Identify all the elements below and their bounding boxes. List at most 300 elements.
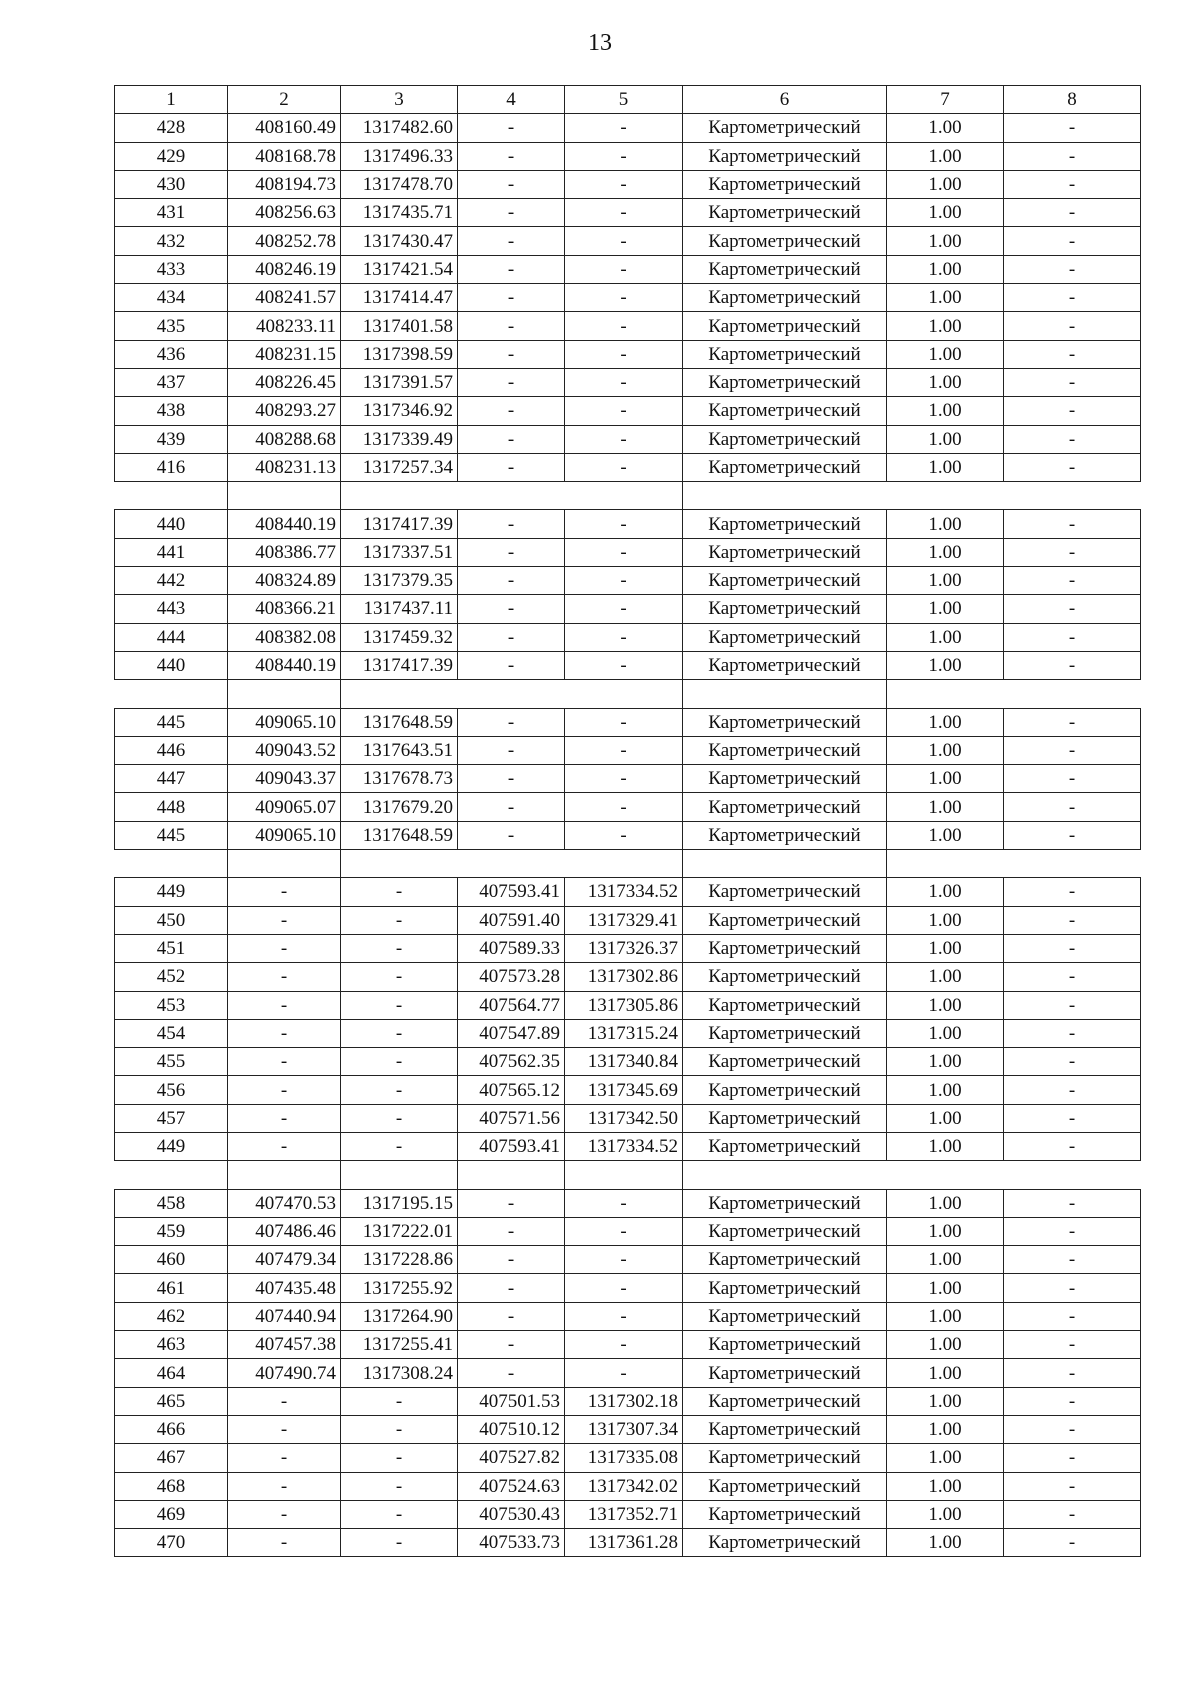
- table-cell: 1317339.49: [341, 425, 458, 453]
- table-cell: 407501.53: [458, 1387, 565, 1415]
- table-cell: -: [458, 1302, 565, 1330]
- table-cell: 430: [115, 170, 228, 198]
- table-cell: 1.00: [887, 1019, 1004, 1047]
- table-cell: 1317326.37: [565, 934, 683, 962]
- table-cell: 408241.57: [228, 284, 341, 312]
- table-cell: 1317329.41: [565, 906, 683, 934]
- table-header: [115, 86, 1141, 114]
- table-cell: 1317401.58: [341, 312, 458, 340]
- table-cell: 1.00: [887, 1331, 1004, 1359]
- table-cell: 1.00: [887, 312, 1004, 340]
- table-cell: -: [1004, 595, 1141, 623]
- table-cell: -: [565, 567, 683, 595]
- table-cell: -: [1004, 227, 1141, 255]
- table-cell: 1317648.59: [341, 821, 458, 849]
- table-cell: 1.00: [887, 1387, 1004, 1415]
- table-cell: -: [228, 1076, 341, 1104]
- separator-cell: [115, 1161, 228, 1189]
- separator-cell: [565, 482, 683, 510]
- table-cell: 443: [115, 595, 228, 623]
- table-row: [115, 1217, 1141, 1245]
- table-cell: 458: [115, 1189, 228, 1217]
- table-cell: -: [565, 312, 683, 340]
- table-cell: -: [1004, 1331, 1141, 1359]
- separator-cell: [228, 482, 341, 510]
- table-cell: -: [341, 1076, 458, 1104]
- table-row: [115, 1415, 1141, 1443]
- table-cell: -: [1004, 1359, 1141, 1387]
- table-cell: 409043.37: [228, 765, 341, 793]
- table-cell: -: [1004, 340, 1141, 368]
- table-cell: 1317255.41: [341, 1331, 458, 1359]
- separator-cell: [565, 850, 683, 878]
- table-cell: -: [1004, 736, 1141, 764]
- table-cell: -: [1004, 1274, 1141, 1302]
- table-cell: -: [458, 651, 565, 679]
- table-cell: -: [565, 1246, 683, 1274]
- table-cell: 465: [115, 1387, 228, 1415]
- table-cell: 1.00: [887, 708, 1004, 736]
- table-cell: 416: [115, 453, 228, 481]
- table-cell: -: [565, 651, 683, 679]
- separator-cell: [1004, 680, 1141, 708]
- table-cell: 1.00: [887, 538, 1004, 566]
- separator-cell: [887, 1161, 1004, 1189]
- table-cell: -: [228, 878, 341, 906]
- table-cell: Картометрический: [683, 934, 887, 962]
- table-cell: -: [341, 934, 458, 962]
- separator-cell: [683, 1161, 887, 1189]
- separator-cell: [115, 482, 228, 510]
- table-cell: 1317417.39: [341, 510, 458, 538]
- table-cell: Картометрический: [683, 1331, 887, 1359]
- table-cell: 407435.48: [228, 1274, 341, 1302]
- table-cell: 408160.49: [228, 114, 341, 142]
- table-cell: -: [228, 934, 341, 962]
- table-cell: -: [1004, 1415, 1141, 1443]
- table-row: [115, 567, 1141, 595]
- table-cell: -: [228, 906, 341, 934]
- table-cell: 407440.94: [228, 1302, 341, 1330]
- table-row: [115, 651, 1141, 679]
- table-row: [115, 1529, 1141, 1557]
- table-cell: -: [458, 1359, 565, 1387]
- table-cell: -: [458, 397, 565, 425]
- table-cell: -: [1004, 1019, 1141, 1047]
- table-cell: 408231.13: [228, 453, 341, 481]
- table-cell: 434: [115, 284, 228, 312]
- table-cell: -: [228, 1387, 341, 1415]
- table-cell: 454: [115, 1019, 228, 1047]
- table-cell: 1.00: [887, 736, 1004, 764]
- table-cell: -: [1004, 199, 1141, 227]
- table-cell: Картометрический: [683, 255, 887, 283]
- table-cell: 433: [115, 255, 228, 283]
- table-cell: Картометрический: [683, 595, 887, 623]
- table-cell: -: [458, 1217, 565, 1245]
- separator-cell: [458, 680, 565, 708]
- table-cell: 408382.08: [228, 623, 341, 651]
- table-row: [115, 1472, 1141, 1500]
- table-cell: 1.00: [887, 1132, 1004, 1160]
- table-cell: -: [565, 453, 683, 481]
- table-cell: 1317345.69: [565, 1076, 683, 1104]
- separator-cell: [341, 850, 458, 878]
- table-cell: 451: [115, 934, 228, 962]
- table-cell: -: [341, 906, 458, 934]
- separator-cell: [1004, 1161, 1141, 1189]
- table-cell: -: [565, 821, 683, 849]
- table-cell: -: [228, 1444, 341, 1472]
- table-row: [115, 142, 1141, 170]
- table-cell: -: [228, 963, 341, 991]
- table-row: [115, 991, 1141, 1019]
- separator-cell: [341, 482, 458, 510]
- table-cell: 1.00: [887, 1048, 1004, 1076]
- table-row: [115, 1132, 1141, 1160]
- table-cell: Картометрический: [683, 1529, 887, 1557]
- table-cell: Картометрический: [683, 114, 887, 142]
- table-cell: -: [1004, 821, 1141, 849]
- table-cell: Картометрический: [683, 312, 887, 340]
- table-cell: -: [228, 1104, 341, 1132]
- table-cell: 449: [115, 1132, 228, 1160]
- table-cell: Картометрический: [683, 1359, 887, 1387]
- table-cell: -: [1004, 142, 1141, 170]
- separator-cell: [458, 482, 565, 510]
- table-cell: 1317352.71: [565, 1500, 683, 1528]
- table-cell: 452: [115, 963, 228, 991]
- column-header: 8: [1004, 86, 1141, 114]
- table-cell: 1317414.47: [341, 284, 458, 312]
- table-cell: -: [458, 708, 565, 736]
- table-cell: 408233.11: [228, 312, 341, 340]
- table-row: [115, 1500, 1141, 1528]
- table-cell: Картометрический: [683, 1217, 887, 1245]
- table-cell: Картометрический: [683, 1048, 887, 1076]
- table-cell: 437: [115, 368, 228, 396]
- table-row: [115, 963, 1141, 991]
- separator-cell: [228, 850, 341, 878]
- table-cell: 1.00: [887, 934, 1004, 962]
- table-cell: 431: [115, 199, 228, 227]
- table-cell: 1317421.54: [341, 255, 458, 283]
- table-cell: 407547.89: [458, 1019, 565, 1047]
- table-cell: -: [458, 1246, 565, 1274]
- table-cell: 440: [115, 651, 228, 679]
- table-row: [115, 623, 1141, 651]
- table-cell: 1317435.71: [341, 199, 458, 227]
- table-cell: 408231.15: [228, 340, 341, 368]
- table-cell: -: [228, 1048, 341, 1076]
- table-cell: 1317391.57: [341, 368, 458, 396]
- column-header: 7: [887, 86, 1004, 114]
- table-cell: 408168.78: [228, 142, 341, 170]
- table-row: [115, 793, 1141, 821]
- table-row: [115, 1246, 1141, 1274]
- table-row: [115, 199, 1141, 227]
- table-cell: 409065.10: [228, 708, 341, 736]
- table-cell: -: [1004, 425, 1141, 453]
- table-cell: 1317255.92: [341, 1274, 458, 1302]
- table-cell: -: [565, 284, 683, 312]
- table-cell: -: [458, 199, 565, 227]
- separator-cell: [683, 680, 887, 708]
- table-cell: 1317643.51: [341, 736, 458, 764]
- table-cell: Картометрический: [683, 397, 887, 425]
- table-cell: -: [458, 510, 565, 538]
- table-cell: Картометрический: [683, 1472, 887, 1500]
- table-cell: -: [1004, 312, 1141, 340]
- table-cell: 1.00: [887, 1189, 1004, 1217]
- table-cell: 1317346.92: [341, 397, 458, 425]
- table-cell: 1.00: [887, 595, 1004, 623]
- table-cell: 1317361.28: [565, 1529, 683, 1557]
- table-cell: -: [1004, 1246, 1141, 1274]
- table-cell: 407589.33: [458, 934, 565, 962]
- table-cell: 1.00: [887, 255, 1004, 283]
- table-row: [115, 1302, 1141, 1330]
- table-cell: Картометрический: [683, 963, 887, 991]
- table-cell: 1.00: [887, 1246, 1004, 1274]
- separator-cell: [683, 482, 887, 510]
- table-row: [115, 765, 1141, 793]
- table-cell: 1317496.33: [341, 142, 458, 170]
- table-cell: -: [341, 1415, 458, 1443]
- separator-cell: [228, 1161, 341, 1189]
- table-cell: 1317679.20: [341, 793, 458, 821]
- table-cell: -: [341, 1104, 458, 1132]
- table-row: [115, 227, 1141, 255]
- table-cell: 445: [115, 708, 228, 736]
- table-cell: -: [1004, 368, 1141, 396]
- table-cell: -: [1004, 1048, 1141, 1076]
- table-cell: Картометрический: [683, 708, 887, 736]
- table-cell: -: [1004, 765, 1141, 793]
- table-cell: -: [458, 227, 565, 255]
- table-cell: -: [341, 878, 458, 906]
- table-cell: -: [341, 1132, 458, 1160]
- table-cell: 1.00: [887, 368, 1004, 396]
- table-cell: 407593.41: [458, 878, 565, 906]
- table-cell: 448: [115, 793, 228, 821]
- table-cell: -: [228, 1132, 341, 1160]
- table-row: [115, 368, 1141, 396]
- table-cell: -: [1004, 538, 1141, 566]
- table-cell: -: [458, 736, 565, 764]
- table-cell: -: [1004, 991, 1141, 1019]
- table-cell: 407565.12: [458, 1076, 565, 1104]
- table-cell: -: [341, 963, 458, 991]
- column-header: 6: [683, 86, 887, 114]
- table-cell: 1317302.86: [565, 963, 683, 991]
- table-cell: Картометрический: [683, 1302, 887, 1330]
- table-cell: 408440.19: [228, 651, 341, 679]
- table-cell: -: [1004, 1529, 1141, 1557]
- table-cell: 1.00: [887, 340, 1004, 368]
- table-cell: -: [228, 1019, 341, 1047]
- table-cell: -: [1004, 510, 1141, 538]
- table-cell: -: [565, 510, 683, 538]
- separator-cell: [115, 680, 228, 708]
- separator-cell: [115, 850, 228, 878]
- table-cell: -: [565, 1331, 683, 1359]
- table-cell: -: [1004, 1189, 1141, 1217]
- table-cell: -: [341, 1387, 458, 1415]
- table-cell: 449: [115, 878, 228, 906]
- table-cell: 407470.53: [228, 1189, 341, 1217]
- table-cell: Картометрический: [683, 793, 887, 821]
- table-row: [115, 1387, 1141, 1415]
- table-cell: -: [1004, 170, 1141, 198]
- table-row: [115, 878, 1141, 906]
- column-header: 4: [458, 86, 565, 114]
- table-cell: -: [565, 114, 683, 142]
- table-cell: -: [1004, 1217, 1141, 1245]
- table-cell: 428: [115, 114, 228, 142]
- table-cell: -: [1004, 934, 1141, 962]
- table-cell: 432: [115, 227, 228, 255]
- table-cell: 408194.73: [228, 170, 341, 198]
- table-cell: Картометрический: [683, 1246, 887, 1274]
- table-row: [115, 510, 1141, 538]
- table-cell: 1.00: [887, 397, 1004, 425]
- table-cell: Картометрический: [683, 623, 887, 651]
- table-cell: -: [458, 595, 565, 623]
- table-cell: Картометрический: [683, 1076, 887, 1104]
- table-row: [115, 708, 1141, 736]
- table-cell: 407510.12: [458, 1415, 565, 1443]
- table-cell: Картометрический: [683, 142, 887, 170]
- table-cell: 457: [115, 1104, 228, 1132]
- table-cell: 408386.77: [228, 538, 341, 566]
- table-cell: -: [1004, 1387, 1141, 1415]
- table-cell: 1.00: [887, 1217, 1004, 1245]
- table-cell: 1.00: [887, 1359, 1004, 1387]
- table-cell: 1317379.35: [341, 567, 458, 595]
- table-cell: 464: [115, 1359, 228, 1387]
- table-cell: 1.00: [887, 425, 1004, 453]
- table-cell: 409043.52: [228, 736, 341, 764]
- table-cell: -: [458, 567, 565, 595]
- table-cell: 1.00: [887, 510, 1004, 538]
- table-cell: 1.00: [887, 1529, 1004, 1557]
- table-cell: 444: [115, 623, 228, 651]
- table-cell: -: [458, 1274, 565, 1302]
- table-cell: -: [565, 708, 683, 736]
- table-cell: -: [565, 623, 683, 651]
- coordinates-table: [114, 85, 1141, 1557]
- table-row: [115, 114, 1141, 142]
- table-cell: Картометрический: [683, 340, 887, 368]
- table-cell: Картометрический: [683, 878, 887, 906]
- table-cell: Картометрический: [683, 991, 887, 1019]
- separator-cell: [1004, 850, 1141, 878]
- table-cell: 407533.73: [458, 1529, 565, 1557]
- table-cell: 1.00: [887, 227, 1004, 255]
- group-separator-row: [115, 850, 1141, 878]
- table-cell: -: [1004, 1500, 1141, 1528]
- table-cell: 1.00: [887, 142, 1004, 170]
- table-cell: 407573.28: [458, 963, 565, 991]
- table-row: [115, 1359, 1141, 1387]
- table-cell: -: [458, 114, 565, 142]
- table-cell: -: [458, 340, 565, 368]
- table-cell: -: [1004, 284, 1141, 312]
- table-cell: -: [458, 170, 565, 198]
- table-cell: 1317308.24: [341, 1359, 458, 1387]
- table-cell: -: [228, 1415, 341, 1443]
- table-cell: 1317337.51: [341, 538, 458, 566]
- table-cell: -: [228, 1529, 341, 1557]
- table-cell: 1317437.11: [341, 595, 458, 623]
- table-cell: 407593.41: [458, 1132, 565, 1160]
- table-cell: 436: [115, 340, 228, 368]
- column-header: 5: [565, 86, 683, 114]
- table-cell: 1317342.50: [565, 1104, 683, 1132]
- table-cell: 407527.82: [458, 1444, 565, 1472]
- table-cell: -: [565, 1189, 683, 1217]
- table-cell: Картометрический: [683, 1444, 887, 1472]
- table-cell: -: [341, 1048, 458, 1076]
- group-separator-row: [115, 1161, 1141, 1189]
- table-cell: 460: [115, 1246, 228, 1274]
- table-cell: 408366.21: [228, 595, 341, 623]
- table-cell: 1.00: [887, 1472, 1004, 1500]
- table-cell: 1317264.90: [341, 1302, 458, 1330]
- table-row: [115, 934, 1141, 962]
- table-cell: 1.00: [887, 793, 1004, 821]
- table-cell: -: [565, 255, 683, 283]
- table-cell: -: [1004, 1076, 1141, 1104]
- table-cell: 1317305.86: [565, 991, 683, 1019]
- table-cell: -: [565, 736, 683, 764]
- column-header: 3: [341, 86, 458, 114]
- table-cell: Картометрический: [683, 1019, 887, 1047]
- table-cell: -: [228, 1472, 341, 1500]
- table-cell: 1317678.73: [341, 765, 458, 793]
- table-cell: -: [1004, 1472, 1141, 1500]
- table-cell: 1.00: [887, 453, 1004, 481]
- table-cell: 1317417.39: [341, 651, 458, 679]
- table-cell: 1317257.34: [341, 453, 458, 481]
- table-cell: 463: [115, 1331, 228, 1359]
- table-cell: 408288.68: [228, 425, 341, 453]
- table-cell: Картометрический: [683, 453, 887, 481]
- table-cell: -: [228, 1500, 341, 1528]
- table-cell: 1.00: [887, 1104, 1004, 1132]
- header-row: [115, 86, 1141, 114]
- table-cell: -: [1004, 623, 1141, 651]
- table-cell: 1317398.59: [341, 340, 458, 368]
- table-cell: 435: [115, 312, 228, 340]
- table-cell: 407571.56: [458, 1104, 565, 1132]
- table-cell: -: [1004, 567, 1141, 595]
- table-cell: -: [565, 142, 683, 170]
- table-cell: -: [565, 765, 683, 793]
- table-cell: 462: [115, 1302, 228, 1330]
- table-cell: 459: [115, 1217, 228, 1245]
- table-row: [115, 821, 1141, 849]
- table-cell: 408226.45: [228, 368, 341, 396]
- table-cell: -: [458, 623, 565, 651]
- table-row: [115, 595, 1141, 623]
- table-cell: -: [458, 142, 565, 170]
- table-cell: 429: [115, 142, 228, 170]
- table-cell: Картометрический: [683, 538, 887, 566]
- table-cell: 1.00: [887, 651, 1004, 679]
- separator-cell: [887, 680, 1004, 708]
